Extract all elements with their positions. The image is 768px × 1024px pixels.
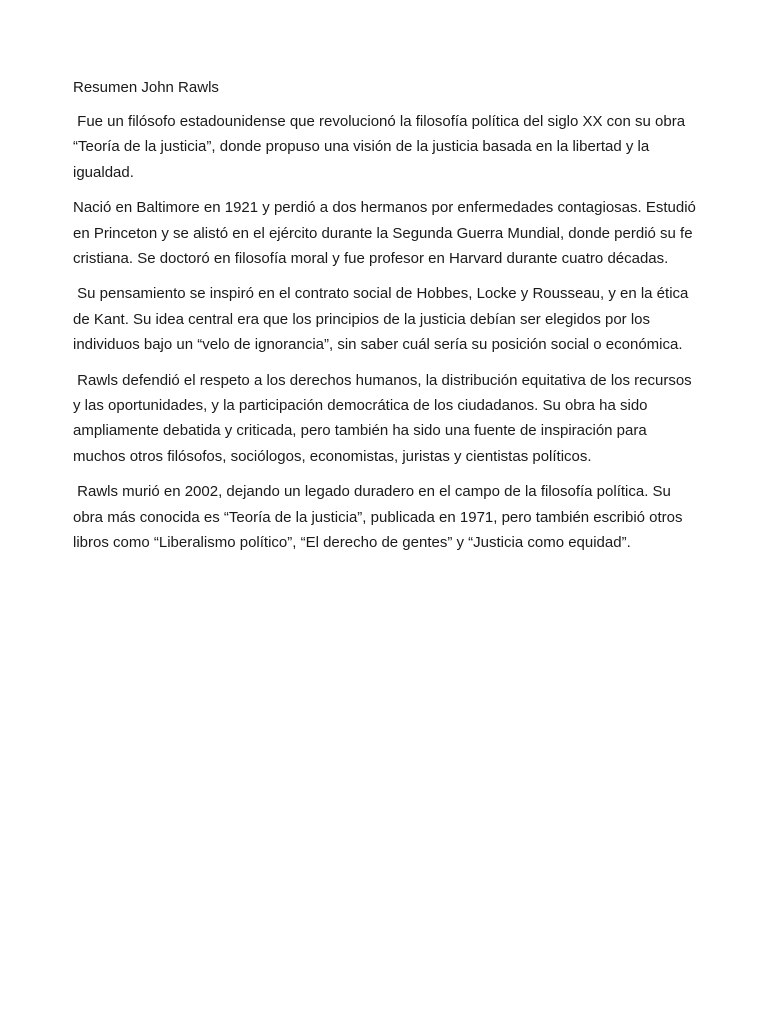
document-title: Resumen John Rawls — [73, 79, 219, 96]
document-body — [73, 77, 699, 566]
paragraph-biography: Nació en Baltimore en 1921 y perdió a dos hermanos por enfermedades contagiosas. Estudió en Princeton y se alistó en el ejército durante la Segunda Guerra Mundial, donde perdió su fe cristiana. Se doctoró en filosofía moral y fue profesor en Harvard durante cuatro décadas. — [73, 199, 701, 268]
paragraph-legacy-ideas: Rawls defendió el respeto a los derechos humanos, la distribución equitativa de los recursos y las oportunidades, y la participación democrática de los ciudadanos. Su obra ha sido ampliamente debatida y criticada, pero también ha sido una fuente de inspiración para muchos otros filósofos, sociólogos, economistas, juristas y cientistas políticos. — [73, 371, 696, 465]
paragraph-intro: Fue un filósofo estadounidense que revolucionó la filosofía política del siglo XX con su obra “Teoría de la justicia”, donde propuso una visión de la justicia basada en la libertad y la igualdad. — [73, 113, 690, 181]
paragraph-thought: Su pensamiento se inspiró en el contrato social de Hobbes, Locke y Rousseau, y en la ética de Kant. Su idea central era que los principios de la justicia debían ser elegidos por los individuos bajo un “velo de ignorancia”, sin saber cuál sería su posición social o económica. — [73, 285, 693, 354]
paragraph-death-works: Rawls murió en 2002, dejando un legado duradero en el campo de la filosofía política. Su obra más conocida es “Teoría de la justicia”, publicada en 1971, pero también escribió otros libros como “Liberalismo político”, “El derecho de gentes” y “Justicia como equidad”. — [73, 483, 687, 552]
